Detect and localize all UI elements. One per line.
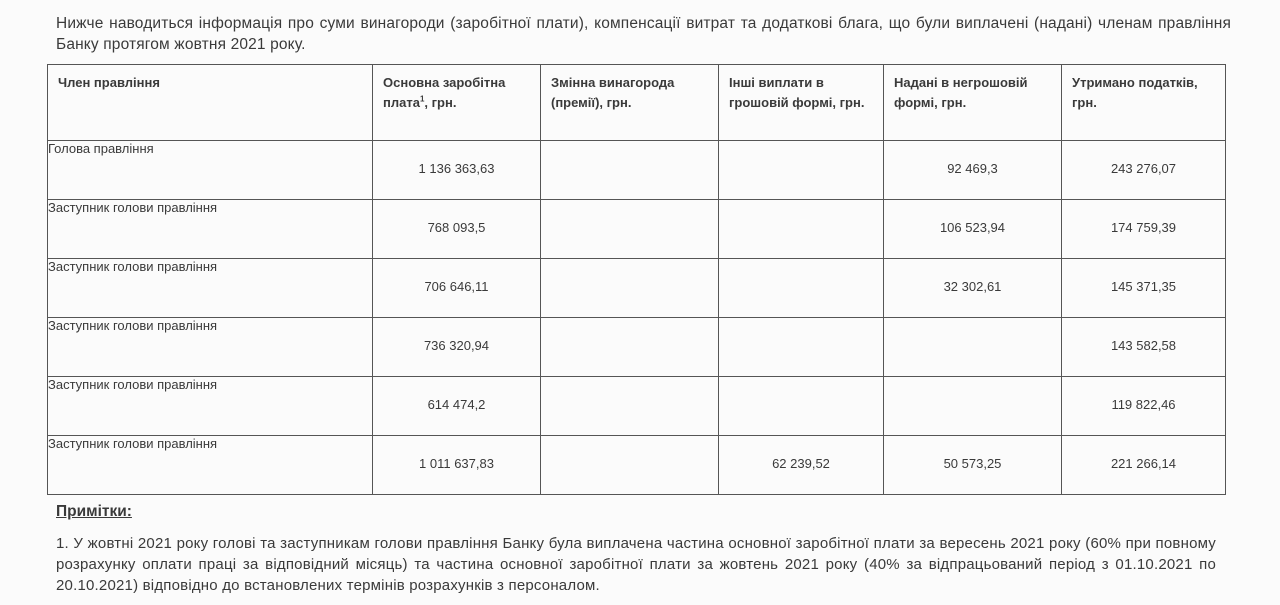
cell-taxes-value: 243 276,07	[1110, 161, 1177, 176]
cell-member	[48, 141, 373, 200]
cell-other-cash	[719, 436, 884, 495]
cell-variable	[541, 318, 719, 377]
cell-base-salary-value: 706 646,11	[424, 279, 489, 294]
cell-variable	[541, 200, 719, 259]
cell-non-cash	[884, 318, 1062, 377]
cell-taxes	[1062, 259, 1226, 318]
header-base-salary-unit: , грн.	[424, 95, 457, 110]
cell-member-value: Заступник голови правління	[48, 318, 218, 333]
notes-title: Примітки:	[56, 503, 132, 520]
cell-member-value: Заступник голови правління	[48, 377, 218, 392]
header-base-salary	[373, 65, 541, 141]
cell-variable	[541, 377, 719, 436]
cell-member	[48, 436, 373, 495]
header-member: Член правління	[48, 65, 373, 141]
cell-non-cash	[884, 200, 1062, 259]
cell-base-salary	[373, 318, 541, 377]
footnote-mark: 1	[419, 94, 425, 104]
cell-taxes	[1062, 377, 1226, 436]
cell-non-cash	[884, 141, 1062, 200]
cell-non-cash	[884, 259, 1062, 318]
cell-member-value: Заступник голови правління	[48, 200, 218, 215]
cell-non-cash	[884, 377, 1062, 436]
header-non-cash: Надані в негрошовій формі, грн.	[884, 65, 1062, 141]
cell-taxes-value: 221 266,14	[1110, 456, 1177, 471]
cell-member-value: Заступник голови правління	[48, 259, 218, 274]
cell-variable	[541, 259, 719, 318]
cell-other-cash	[719, 200, 884, 259]
cell-non-cash-value: 32 302,61	[943, 279, 1002, 294]
cell-member	[48, 259, 373, 318]
cell-member	[48, 377, 373, 436]
cell-base-salary	[373, 436, 541, 495]
cell-member-value: Голова правління	[48, 141, 154, 156]
cell-non-cash	[884, 436, 1062, 495]
table-row	[48, 318, 1226, 377]
cell-other-cash	[719, 318, 884, 377]
cell-taxes-value: 145 371,35	[1110, 279, 1177, 294]
table-row	[48, 436, 1226, 495]
cell-member	[48, 200, 373, 259]
cell-base-salary	[373, 200, 541, 259]
cell-other-cash	[719, 377, 884, 436]
cell-other-cash-value: 62 239,52	[772, 456, 830, 471]
table-header-row	[48, 65, 1226, 141]
cell-non-cash-value: 50 573,25	[943, 456, 1002, 471]
cell-taxes-value: 174 759,39	[1110, 220, 1177, 235]
board-compensation-table	[47, 64, 1226, 495]
header-taxes: Утримано податків, грн.	[1062, 65, 1226, 141]
cell-variable	[541, 436, 719, 495]
cell-base-salary-value: 1 136 363,63	[418, 161, 495, 176]
cell-base-salary-value: 1 011 637,83	[419, 456, 494, 471]
cell-non-cash-value: 106 523,94	[939, 220, 1006, 235]
note-item: 1. У жовтні 2021 року голові та заступникам голови правління Банку була виплачена частина основної заробітної плати за вересень 2021 року (60% при повному розрахунку оплати праці за відповідний місяць) та частина основної заробітної плати за жовтень 2021 року (40% за відпрацьований період з 01.10.2021 по 20.10.2021) відповідно до встановлених термінів розрахунків з персоналом.	[56, 535, 1216, 594]
table-row	[48, 377, 1226, 436]
header-other-cash: Інші виплати в грошовій формі, грн.	[719, 65, 884, 141]
table-row	[48, 200, 1226, 259]
cell-taxes-value: 143 582,58	[1110, 338, 1177, 353]
cell-member-value: Заступник голови правління	[48, 436, 218, 451]
cell-taxes	[1062, 141, 1226, 200]
cell-other-cash	[719, 259, 884, 318]
cell-variable	[541, 141, 719, 200]
cell-base-salary-value: 614 474,2	[427, 397, 486, 412]
table-row	[48, 259, 1226, 318]
intro-paragraph: Нижче наводиться інформація про суми винагороди (заробітної плати), компенсації витрат та додаткові блага, що були виплачені (надані) членам правління Банку протягом жовтня 2021 року.	[56, 15, 1231, 53]
cell-base-salary	[373, 377, 541, 436]
cell-taxes-value: 119 822,46	[1111, 397, 1176, 412]
header-base-salary-label: Основна заробітна плата	[383, 75, 506, 110]
cell-base-salary-value: 768 093,5	[427, 220, 486, 235]
cell-taxes	[1062, 200, 1226, 259]
cell-taxes	[1062, 436, 1226, 495]
cell-other-cash	[719, 141, 884, 200]
cell-base-salary	[373, 141, 541, 200]
cell-non-cash-value: 92 469,3	[947, 161, 998, 176]
cell-base-salary	[373, 259, 541, 318]
cell-member	[48, 318, 373, 377]
table-row	[48, 141, 1226, 200]
header-variable: Змінна винагорода (премії), грн.	[541, 65, 719, 141]
cell-base-salary-value: 736 320,94	[423, 338, 490, 353]
cell-taxes	[1062, 318, 1226, 377]
